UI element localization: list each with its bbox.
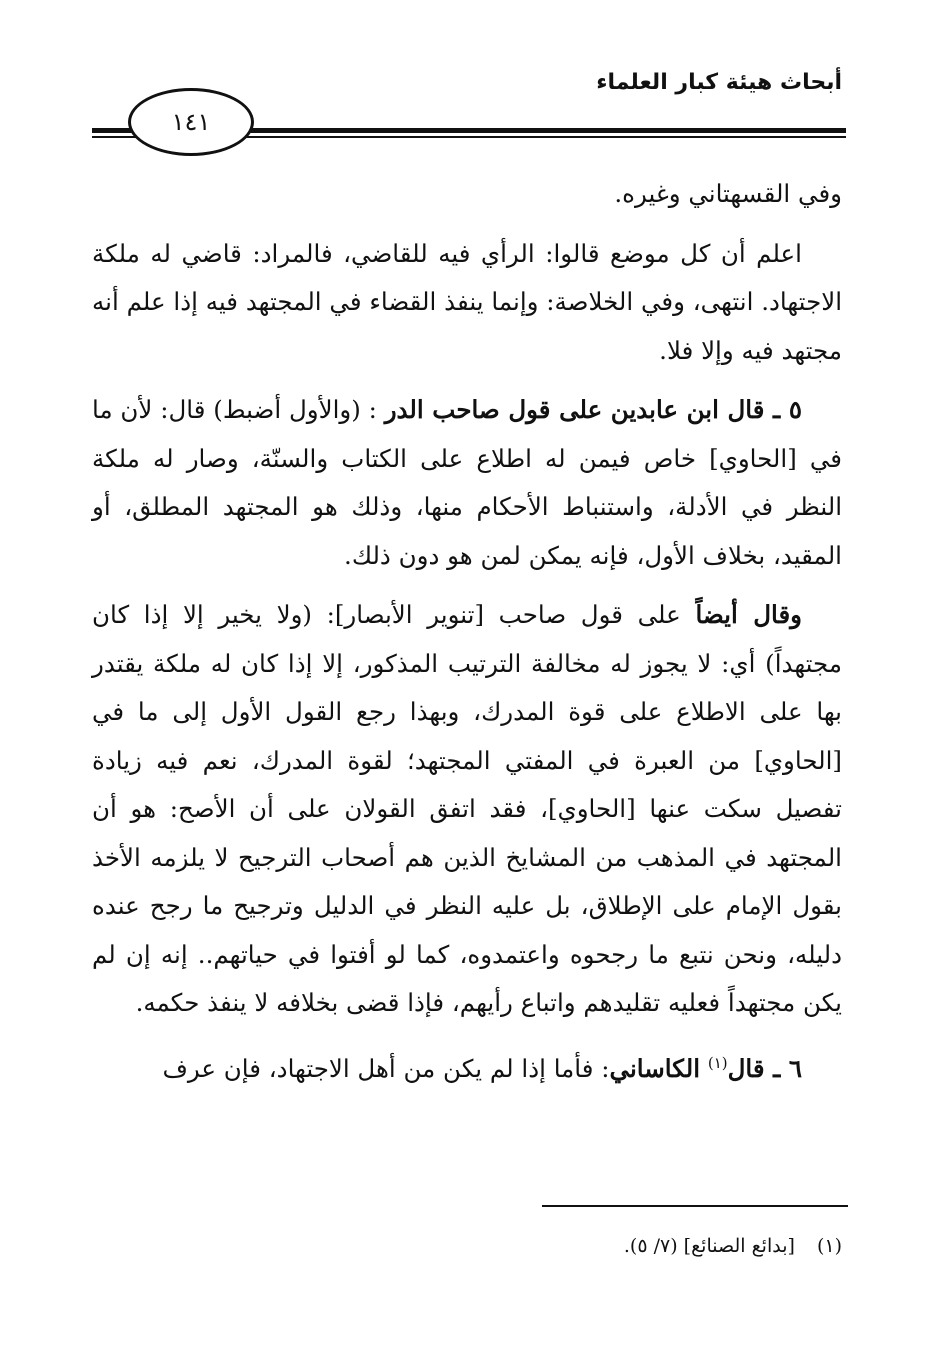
paragraph-lead: ٦ ـ قال [727,1053,802,1083]
paragraph-2 [92,230,842,376]
footnote-text: [بدائع الصنائع] (٧/ ٥). [623,1235,795,1257]
body-text [92,170,842,1104]
paragraph-text: اعلم أن كل موضع قالوا: الرأي فيه للقاضي، فالمراد: قاضي له ملكة الاجتهاد. انتهى، وفي الخلاصة: وإنما ينفذ القضاء في المجتهد فيه إذا علم أنه مجتهد فيه وإلا فلا. [92,238,842,365]
footnote [624,1235,842,1257]
footnote-marker: (١) [816,1235,842,1257]
paragraph-3 [92,386,842,580]
paragraph-text: على قول صاحب [تنوير الأبصار]: (ولا يخير إلا إذا كان مجتهداً) أي: لا يجوز له مخالفة الترتيب المذكور، إلا إذا كان له ملكة يقتدر بها على الاطلاع على قوة المدرك، وبهذا رجع القول الأول إلى ما في [الحاوي] من العبرة في المفتي المجتهد؛ لقوة المدرك، نعم فيه زيادة تفصيل سكت عنها [الحاوي]، فقد اتفق القولان على أن الأصح: هو أن المجتهد في المذهب من المشايخ الذين هم أصحاب الترجيح لا يلزمه الأخذ بقول الإمام على الإطلاق، بل عليه النظر في الدليل وترجيح ما رجح عنده دليله، ونحن نتبع ما رجحوه واعتمدوه، كما لو أفتوا في حياتهم.. إنه إن لم يكن مجتهداً فعليه تقليدهم واتباع رأيهم، فإذا قضى بخلافه لا ينفذ حكمه. [92,600,842,1017]
paragraph-lead: وقال أيضاً [695,600,802,629]
paragraph-text: وفي القسهتاني وغيره. [614,179,842,208]
paragraph-text: : (والأول أضبط) قال: لأن ما في [الحاوي] خاص فيمن له اطلاع على الكتاب والسنّة، وصار له ملكة النظر في الأدلة، واستنباط الأحكام منها، وذلك هو المجتهد المطلق، أو المقيد، بخلاف الأول، فإنه يمكن لمن هو دون ذلك. [92,395,842,570]
paragraph-1 [92,170,842,219]
paragraph-text: : فأما إذا لم يكن من أهل الاجتهاد، فإن عرف [162,1053,610,1083]
paragraph-lead: ٥ ـ قال ابن عابدين على قول صاحب الدر [384,395,802,424]
footnote-reference[interactable]: (١) [707,1053,728,1072]
page-number: ١٤١ [128,88,254,156]
footnote-rule [542,1205,848,1207]
paragraph-4 [92,591,842,1028]
paragraph-5 [92,1039,842,1094]
paragraph-lead-name: الكاساني [609,1053,701,1083]
running-header-title: أبحاث هيئة كبار العلماء [596,70,842,95]
